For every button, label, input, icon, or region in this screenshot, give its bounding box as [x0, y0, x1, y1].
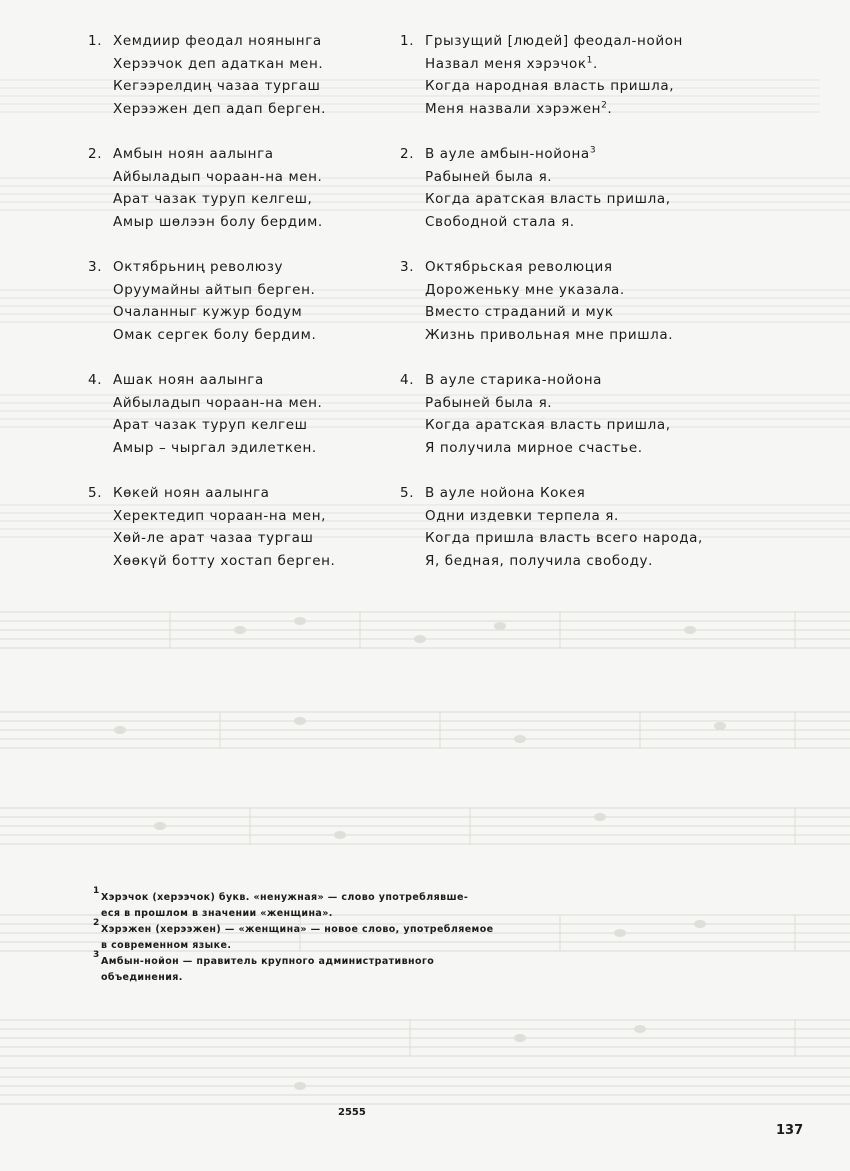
verse-line: Когда пришла власть всего народа,	[425, 530, 703, 546]
verse-line: Когда аратская власть пришла,	[425, 191, 671, 207]
footnote-line: в современном языке.	[101, 939, 232, 951]
verse-line: Дороженьку мне указала.	[425, 281, 625, 298]
ghost-barlines	[170, 612, 795, 1056]
stanza-number: 3.	[400, 259, 415, 275]
tuvan-text-column	[88, 30, 378, 595]
print-code: 2555	[338, 1107, 366, 1118]
russian-stanza-3	[400, 256, 730, 346]
stanza-number: 1.	[88, 33, 103, 49]
footnote-1	[93, 886, 565, 921]
verse-line: Арат чазак туруп келгеш,	[113, 191, 313, 207]
russian-stanza-1	[400, 30, 730, 120]
verse-line: В ауле амбын-нойона$^3$	[425, 145, 597, 162]
footnote-line: объединения.	[101, 971, 183, 983]
verse-line: Ашак ноян аалынга	[113, 372, 264, 388]
footnotes	[93, 886, 565, 986]
page-number: 137	[776, 1123, 804, 1138]
verse-line: Херээжен деп адап берген.	[113, 100, 326, 117]
verse-line: Рабыней была я.	[425, 168, 553, 185]
footnote-2	[93, 918, 565, 953]
russian-text-column	[400, 30, 730, 595]
stanza-number: 1.	[400, 33, 415, 49]
tuvan-stanza-3	[88, 256, 378, 346]
tuvan-stanza-1	[88, 30, 378, 120]
russian-stanza-5	[400, 482, 730, 572]
footnote-line: Хэрэчок (херээчок) букв. «ненужная» — слово употреблявше-	[101, 892, 469, 903]
verse-line: Назвал меня хэрэчок$^1$.	[425, 55, 598, 72]
stanza-number: 2.	[400, 146, 415, 162]
verse-line: Оруумайны айтып берген.	[113, 281, 316, 298]
footnote-mark: 3	[93, 950, 100, 960]
footnote-ref: 2	[601, 100, 608, 110]
footnote-line: Амбын-нойон — правитель крупного административного	[101, 956, 435, 967]
verse-line: В ауле нойона Кокея	[425, 485, 586, 501]
verse-line: Когда народная власть пришла,	[425, 78, 675, 94]
russian-stanza-4	[400, 369, 730, 459]
verse-line: Вместо страданий и мук	[425, 304, 614, 320]
footnote-3	[93, 950, 565, 985]
verse-line: Айбыладып чораан-на мен.	[113, 394, 323, 411]
footnote-mark: 2	[93, 918, 100, 928]
verse-line: Меня назвали хэрэжен$^2$.	[425, 100, 613, 117]
ghost-notes	[114, 617, 726, 1090]
verse-line: Очаланныг кужур бодум	[113, 304, 303, 320]
verse-line: Свободной стала я.	[425, 213, 575, 230]
verse-line: Амыр – чыргал эдилеткен.	[113, 439, 317, 456]
ghost-staff-7	[0, 712, 850, 748]
tuvan-stanza-2	[88, 143, 378, 233]
stanza-number: 2.	[88, 146, 103, 162]
tuvan-stanza-5	[88, 482, 378, 572]
stanza-number: 3.	[88, 259, 103, 275]
stanza-number: 5.	[88, 485, 103, 501]
russian-stanza-2	[400, 143, 730, 233]
verse-line: Октябрьниң революзу	[113, 259, 284, 275]
verse-line: Хөөкүй ботту хостап берген.	[113, 552, 336, 569]
footnote-line: Хэрэжен (херээжен) — «женщина» — новое слово, употребляемое	[101, 924, 494, 935]
ghost-staff-6	[0, 612, 850, 648]
verse-line: Херээчок деп адаткан мен.	[113, 55, 324, 72]
verse-line: Октябрьская революция	[425, 259, 613, 275]
verse-line: Хемдиир феодал ноянынга	[113, 33, 322, 49]
stanza-number: 4.	[400, 372, 415, 388]
verse-line: В ауле старика-нойона	[425, 372, 603, 388]
ghost-staff-8	[0, 808, 850, 844]
verse-line: Көкей ноян аалынга	[113, 485, 270, 501]
ghost-staff-10	[0, 1020, 850, 1056]
verse-line: Херектедип чораан-на мен,	[113, 507, 327, 524]
verse-line: Я, бедная, получила свободу.	[425, 552, 654, 569]
verse-line: Айбыладып чораан-на мен.	[113, 168, 323, 185]
verse-line: Омак сергек болу бердим.	[113, 326, 317, 343]
verse-line: Рабыней была я.	[425, 394, 553, 411]
verse-line: Кегээрелдиң чазаа тургаш	[113, 78, 321, 94]
verse-line: Я получила мирное счастье.	[425, 439, 643, 456]
verse-line: Амыр шөлээн болу бердим.	[113, 213, 323, 230]
verse-line: Амбын ноян аалынга	[113, 146, 274, 162]
stanza-number: 4.	[88, 372, 103, 388]
verse-line: Арат чазак туруп келгеш	[113, 417, 308, 433]
verse-line: Грызущий [людей] феодал-нойон	[425, 33, 683, 49]
ghost-staff-11	[0, 1068, 850, 1104]
verse-line: Одни издевки терпела я.	[425, 507, 619, 524]
verse-line: Жизнь привольная мне пришла.	[425, 326, 674, 343]
verse-line: Когда аратская власть пришла,	[425, 417, 671, 433]
footnote-ref: 1	[586, 55, 593, 65]
footnote-ref: 3	[589, 145, 597, 156]
verse-line: Хөй-ле арат чазаа тургаш	[113, 530, 314, 546]
footnote-line: еся в прошлом в значении «женщина».	[101, 907, 333, 919]
tuvan-stanza-4	[88, 369, 378, 459]
footnote-mark: 1	[93, 886, 100, 896]
stanza-number: 5.	[400, 485, 415, 501]
